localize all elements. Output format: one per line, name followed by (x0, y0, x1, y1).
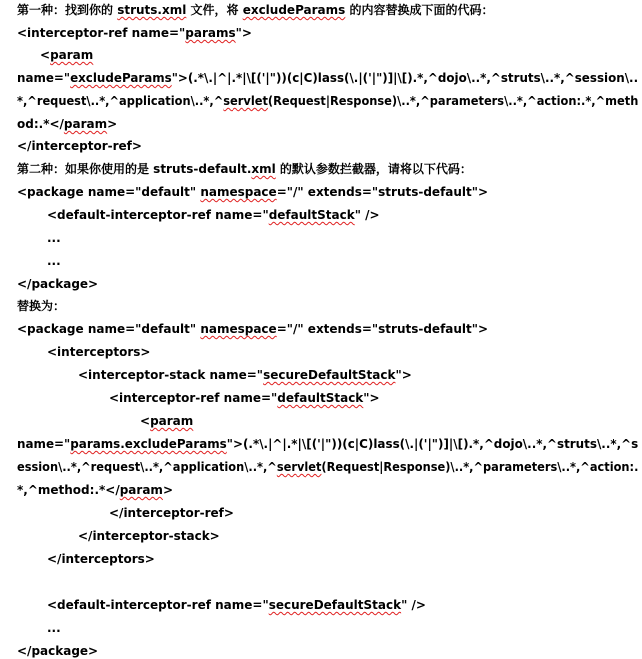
spell-flagged-word: namespace (200, 322, 277, 336)
line-text: 第二种：如果你使用的是 struts-default. (17, 162, 252, 176)
line-text: </interceptor-ref> (109, 506, 234, 520)
line-text: ="/" extends="struts-default"> (276, 322, 489, 336)
spell-flagged-word: param (63, 117, 108, 131)
spell-flagged-word: param (119, 483, 163, 497)
document-line (17, 436, 638, 452)
document-line (47, 620, 61, 636)
document-line (17, 93, 638, 109)
spell-flagged-word: excludeParams (70, 71, 172, 85)
document-line (140, 413, 193, 429)
document-line (47, 597, 426, 613)
line-text: <interceptor-ref name=" (109, 391, 278, 405)
line-text: ession\..*,^request\..*,^application\..*,^ (17, 460, 277, 474)
line-text: "> (363, 391, 380, 405)
line-text: </interceptors> (47, 552, 155, 566)
line-text: </package> (17, 277, 99, 291)
document-line (17, 298, 65, 314)
line-text: ... (47, 621, 61, 635)
spell-flagged-word: servlet (276, 460, 322, 474)
document-line (17, 276, 98, 292)
document-line (17, 321, 488, 337)
line-text: </package> (17, 644, 99, 658)
line-text: " /> (401, 598, 426, 612)
line-text: <default-interceptor-ref name=" (47, 598, 269, 612)
document-line (17, 161, 472, 177)
document-line (17, 482, 173, 498)
line-text: > (162, 483, 173, 497)
spell-flagged-word: secureDefaultStack (268, 598, 402, 612)
line-text: (Request|Response)\..*,^parameters\..*,^action:. (321, 460, 639, 474)
line-text: ">(.*\.|^|.*|\[('|"))(c|C)lass(\.|('|")]|\[).*,^dojo\..*,^struts\..*,^session\.. (171, 71, 639, 85)
line-text: "> (235, 26, 252, 40)
spell-flagged-word: struts.xml (117, 3, 187, 17)
line-text: </interceptor-ref> (17, 139, 142, 153)
line-text: <interceptors> (47, 345, 151, 359)
document-line (78, 367, 412, 383)
line-text: (Request|Response)\..*,^parameters\..*,^action:.*,^meth (267, 94, 639, 108)
line-text: "> (395, 368, 412, 382)
line-text: > (107, 117, 118, 131)
line-text: <package name="default" (17, 185, 201, 199)
document-line (47, 207, 380, 223)
line-text: <interceptor-ref name=" (17, 26, 186, 40)
line-text: od:.*</ (17, 117, 64, 131)
line-text: *,^method:.*</ (17, 483, 120, 497)
line-text: 第一种：找到你的 (17, 3, 118, 17)
spell-flagged-word: param (50, 48, 94, 62)
document-line (17, 184, 488, 200)
line-text: 的内容替换成下面的代码： (345, 3, 494, 17)
document-line (47, 253, 61, 269)
line-text: </interceptor-stack> (78, 529, 220, 543)
line-text: " /> (354, 208, 380, 222)
spell-flagged-word: params.excludeParams (70, 437, 227, 451)
spell-flagged-word: params (185, 26, 236, 40)
document-line (17, 2, 493, 18)
document-line (17, 643, 98, 659)
line-text: <interceptor-stack name=" (78, 368, 264, 382)
line-text: ">(.*\.|^|.*|\[('|"))(c|C)lass(\.|('|")]|\[).*,^dojo\..*,^struts\..*,^s (226, 437, 639, 451)
document-line (109, 390, 380, 406)
line-text: 文件，将 (186, 3, 243, 17)
line-text: < (140, 414, 151, 428)
document-line (17, 116, 117, 132)
line-text: < (40, 48, 51, 62)
line-text: name=" (17, 71, 71, 85)
document-line (47, 344, 150, 360)
spell-flagged-word: defaultStack (277, 391, 364, 405)
document-line (17, 70, 638, 86)
spell-flagged-word: namespace (200, 185, 277, 199)
spell-flagged-word: param (150, 414, 194, 428)
spell-flagged-word: xml (251, 162, 276, 176)
line-text: name=" (17, 437, 71, 451)
document-line (40, 47, 93, 63)
document-line (17, 25, 252, 41)
line-text: 的默认参数拦截器，请将以下代码： (275, 162, 472, 176)
document-line (109, 505, 234, 521)
spell-flagged-word: servlet (223, 94, 268, 108)
document-line (47, 551, 155, 567)
document-line (47, 230, 61, 246)
spell-flagged-word: secureDefaultStack (263, 368, 396, 382)
line-text: ... (47, 231, 61, 245)
document-line (17, 138, 142, 154)
line-text: ... (47, 254, 61, 268)
line-text: <default-interceptor-ref name=" (47, 208, 269, 222)
line-text: ="/" extends="struts-default"> (276, 185, 489, 199)
spell-flagged-word: excludeParams (242, 3, 346, 17)
line-text: *,^request\..*,^application\..*,^ (17, 94, 224, 108)
line-text: <package name="default" (17, 322, 201, 336)
document-line (17, 459, 638, 475)
document-line (78, 528, 220, 544)
spell-flagged-word: defaultStack (268, 208, 355, 222)
line-text: 替换为： (17, 299, 66, 313)
